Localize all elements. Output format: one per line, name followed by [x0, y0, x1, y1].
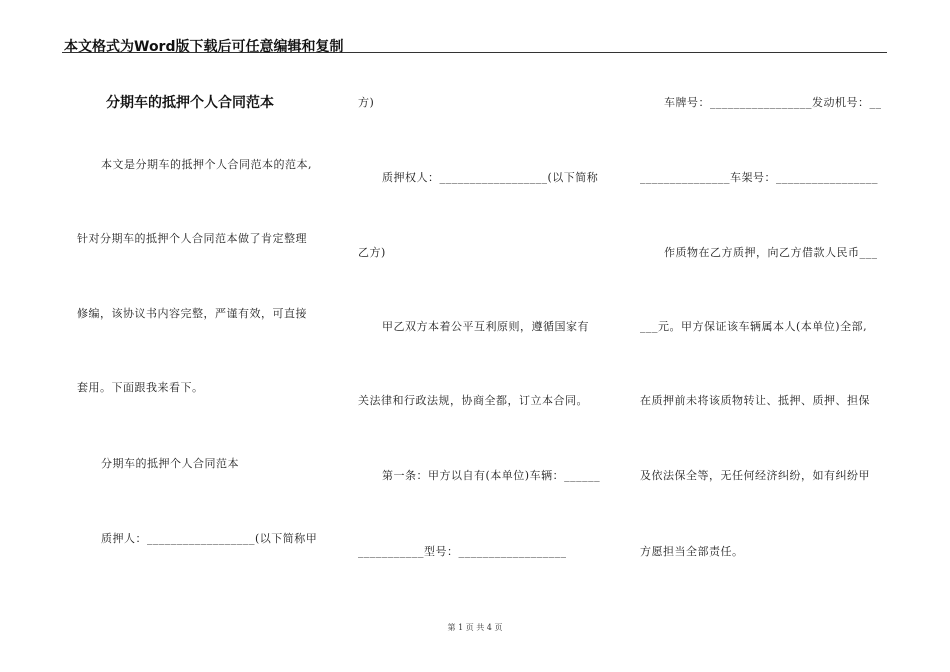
- col1-line-5: 分期车的抵押个人合同范本: [101, 457, 239, 470]
- col1-line-2: 针对分期车的抵押个人合同范本做了肯定整理: [77, 232, 307, 245]
- col3-line-5: 在质押前未将该质物转让、抵押、质押、担保: [640, 394, 870, 407]
- col3-line-7: 方愿担当全部责任。: [640, 545, 744, 558]
- col1-line-4: 套用。下面跟我来看下。: [77, 381, 204, 394]
- col3-line-1: 车牌号：_________________发动机号：__: [664, 96, 882, 109]
- header-title: 本文格式为Word版下载后可任意编辑和复制: [64, 39, 344, 55]
- document-title: 分期车的抵押个人合同范本: [106, 95, 274, 111]
- col1-line-1: 本文是分期车的抵押个人合同范本的范本,: [101, 158, 312, 171]
- col3-line-4: ___元。甲方保证该车辆属本人(本单位)全部,: [640, 320, 868, 333]
- col2-line-7: ___________型号：__________________: [358, 545, 567, 558]
- col2-line-6: 第一条：甲方以自有(本单位)车辆：______: [382, 469, 601, 482]
- col1-line-6: 质押人：__________________(以下简称甲: [101, 532, 318, 545]
- col2-line-3: 乙方): [358, 246, 386, 259]
- page-number: 第 1 页 共 4 页: [447, 623, 503, 632]
- col2-line-2: 质押权人：__________________(以下简称: [382, 171, 599, 184]
- col3-line-6: 及依法保全等，无任何经济纠纷，如有纠纷甲: [640, 469, 870, 482]
- col2-line-1: 方): [358, 96, 375, 109]
- col3-line-3: 作质物在乙方质押，向乙方借款人民币___: [664, 246, 878, 259]
- col2-line-5: 关法律和行政法规，协商全都，订立本合同。: [358, 394, 588, 407]
- header-divider: [62, 52, 887, 53]
- col2-line-4: 甲乙双方本着公平互利原则，遵循国家有: [382, 320, 589, 333]
- col3-line-2: _______________车架号：_________________: [640, 171, 878, 184]
- col1-line-3: 修编，该协议书内容完整，严谨有效，可直接: [77, 307, 307, 320]
